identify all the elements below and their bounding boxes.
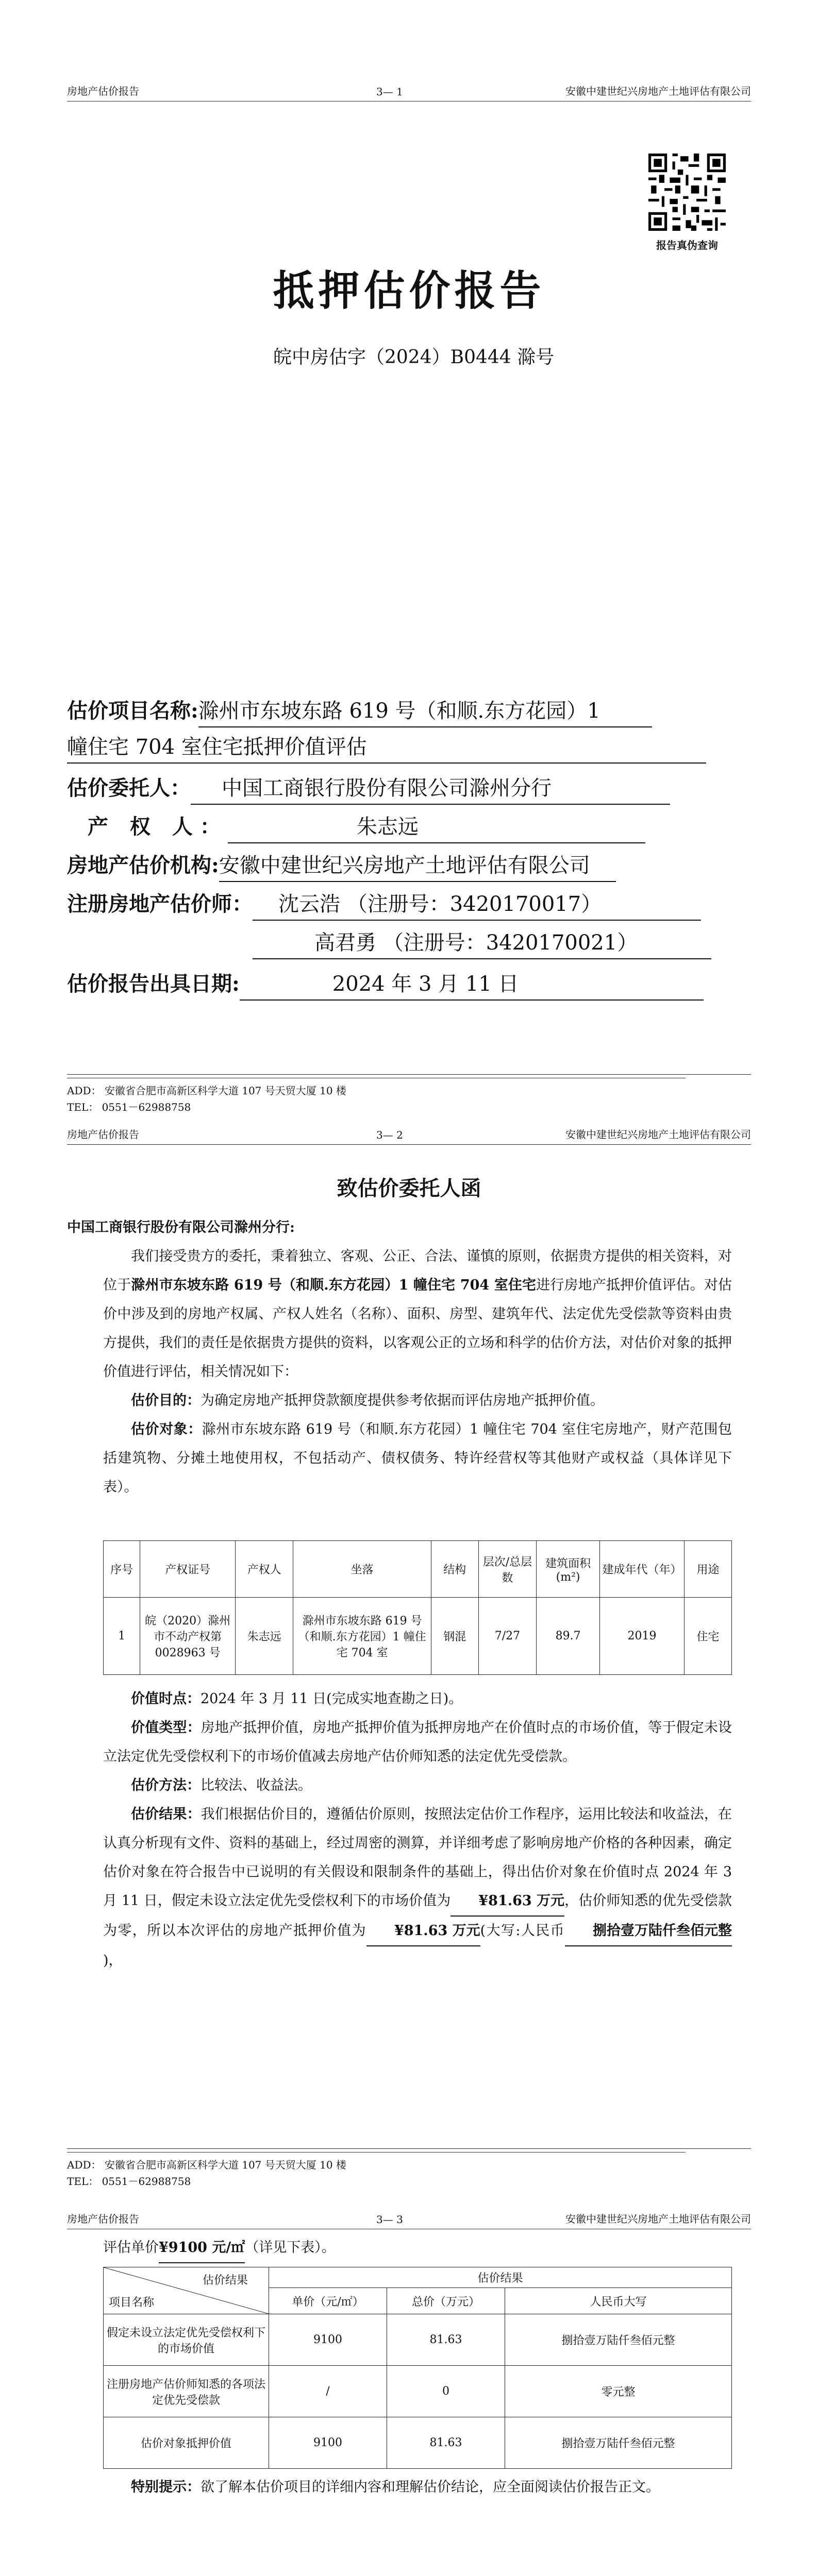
- table-cell: 朱志远: [235, 1598, 293, 1675]
- page-header: [67, 77, 751, 101]
- object-paragraph: 估价对象：滁州市东坡东路 619 号（和顺.东方花园）1 幢住宅 704 室住宅房地产，财产范围包括建筑物、分摊土地使用权，不包括动产、债权债务、特许经营权等其他财产或权益（具体详见下表）。: [103, 1421, 732, 1495]
- summary-table: [103, 2267, 732, 2469]
- purpose-paragraph: 估价目的：为确定房地产抵押贷款额度提供参考依据而评估房地产抵押价值。: [131, 1393, 604, 1409]
- row-words: 捌拾壹万陆仟叁佰元整: [505, 2314, 732, 2366]
- table-cell: 滁州市东坡东路 619 号（和顺.东方花园）1 幢住宅 704 室: [293, 1598, 431, 1675]
- header-right: 安徽中建世纪兴房地产土地评估有限公司: [565, 2213, 751, 2225]
- qr-code-icon[interactable]: [648, 154, 726, 231]
- table-row: [104, 2314, 732, 2366]
- table-cell: 皖（2020）滁州市不动产权第 0028963 号: [140, 1598, 236, 1675]
- footer-tel: TEL： 0551－62988758: [67, 1101, 191, 1113]
- row-words: 捌拾壹万陆仟叁佰元整: [505, 2417, 732, 2469]
- project-row-2: [67, 732, 706, 764]
- table-cell: 钢混: [431, 1598, 478, 1675]
- date-row: [67, 969, 704, 1001]
- corner-bottom: 项目名称: [109, 2296, 155, 2309]
- type-paragraph: 价值类型：房地产抵押价值，房地产抵押价值为抵押房地产在价值时点的市场价值，等于假定未设立法定优先受偿权利下的市场价值减去房地产估价师知悉的法定优先受偿款。: [103, 1720, 732, 1765]
- row-name: 注册房地产估价师知悉的各项法定优先受偿款: [104, 2366, 269, 2417]
- table-cell: 7/27: [478, 1598, 537, 1675]
- result-paragraph: 估价结果：我们根据估价目的，遵循估价原则，按照法定估价工作程序，运用比较法和收益法，在认真分析现有文件、资料的基础上，经过周密的测算，并详细考虑了影响房地产价格的各种因素，确定估价对象在符合报告中已说明的有关假设和限制条件的基础上，得出估价对象在价值时点 2024 年 3 月 11 日，假定未设立法定优先受偿权利下的市场价值为 ¥81.63 万元，估价师知悉的优先受偿款为零，所以本次评估的房地产抵押价值为 ¥81.63 万元(大写:人民币 捌拾壹万陆仟叁佰元整)，: [103, 1806, 732, 1969]
- letter-title: 致估价委托人函: [337, 1176, 481, 1200]
- owner-label: 产 权 人：: [88, 815, 228, 839]
- doc-number: 皖中房估字（2024）B0444 滁号: [273, 347, 555, 368]
- header-page-number: 3— 3: [376, 2213, 403, 2226]
- mortgage-value-words: 捌拾壹万陆仟叁佰元整: [565, 1917, 732, 1946]
- col-header: 建成年代（年）: [599, 1541, 684, 1598]
- col-header: 产权证号: [140, 1541, 236, 1598]
- col-header: 建筑面积(m²): [537, 1541, 600, 1598]
- page-header: [67, 2205, 751, 2229]
- agency-row: [67, 850, 616, 882]
- header-right: 安徽中建世纪兴房地产土地评估有限公司: [565, 85, 751, 97]
- appraiser-2: 高君勇 （注册号：3420170021）: [253, 927, 711, 959]
- project-row: [67, 696, 652, 727]
- table-row: [104, 2417, 732, 2469]
- col-header: 总价（万元）: [387, 2288, 505, 2314]
- header-page-number: 3— 1: [376, 86, 403, 98]
- date-value: 2024 年 3 月 11 日: [240, 969, 704, 1001]
- row-total: 81.63: [387, 2314, 505, 2366]
- method-paragraph: 估价方法：比较法、收益法。: [131, 1777, 312, 1793]
- header-page-number: 3— 2: [376, 1129, 403, 1141]
- project-value-2: 幢住宅 704 室住宅抵押价值评估: [67, 732, 706, 764]
- special-note: 特别提示：欲了解本估价项目的详细内容和理解估价结论，应全面阅读估价报告正文。: [131, 2479, 660, 2495]
- col-header: 用途: [685, 1541, 732, 1598]
- footer-address: ADD： 安徽省合肥市高新区科学大道 107 号天贸大厦 10 楼: [67, 2159, 346, 2171]
- time-paragraph: 价值时点：2024 年 3 月 11 日(完成实地查勘之日)。: [131, 1691, 463, 1707]
- page-footer: [67, 1074, 751, 1115]
- appraiser-label: 注册房地产估价师：: [67, 892, 253, 916]
- col-header: 序号: [104, 1541, 140, 1598]
- header-left: 房地产估价报告: [67, 2213, 139, 2225]
- project-label: 估价项目名称:: [67, 699, 198, 723]
- page-footer: [67, 2148, 751, 2190]
- unit-price-line: 评估单价¥9100 元/㎡（详见下表）。: [103, 2233, 732, 2263]
- market-value: ¥81.63 万元: [450, 1887, 564, 1917]
- header-left: 房地产估价报告: [67, 85, 139, 97]
- table-cell: 89.7: [537, 1598, 600, 1675]
- table-row: [104, 1598, 732, 1675]
- footer-address: ADD： 安徽省合肥市高新区科学大道 107 号天贸大厦 10 楼: [67, 1084, 346, 1097]
- letter-body-2: [103, 1685, 732, 1975]
- group-header: 估价结果: [269, 2267, 732, 2288]
- corner-cell: [104, 2267, 269, 2314]
- row-name: 假定未设立法定优先受偿权利下的市场价值: [104, 2314, 269, 2366]
- col-header: 层次/总层数: [478, 1541, 537, 1598]
- row-total: 81.63: [387, 2417, 505, 2469]
- agency-value: 安徽中建世纪兴房地产土地评估有限公司: [219, 850, 616, 882]
- col-header: 单价（元/㎡）: [269, 2288, 387, 2314]
- client-row: [67, 773, 670, 805]
- client-label: 估价委托人：: [67, 776, 191, 800]
- row-name: 估价对象抵押价值: [104, 2417, 269, 2469]
- table-cell: 住宅: [685, 1598, 732, 1675]
- row-words: 零元整: [505, 2366, 732, 2417]
- table-cell: 1: [104, 1598, 140, 1675]
- property-table: [103, 1540, 732, 1675]
- property-address: 滁州市东坡东路 619 号（和顺.东方花园）1 幢住宅 704 室住宅: [131, 1277, 537, 1293]
- col-header: 结构: [431, 1541, 478, 1598]
- owner-value: 朱志远: [228, 811, 645, 843]
- page-header: [67, 1121, 751, 1145]
- table-row: [104, 2366, 732, 2417]
- unit-price-value: ¥9100 元/㎡: [159, 2233, 245, 2263]
- row-unit: 9100: [269, 2314, 387, 2366]
- header-right: 安徽中建世纪兴房地产土地评估有限公司: [565, 1128, 751, 1141]
- col-header: 产权人: [235, 1541, 293, 1598]
- row-unit: 9100: [269, 2417, 387, 2469]
- col-header: 人民币大写: [505, 2288, 732, 2314]
- date-label: 估价报告出具日期:: [67, 972, 240, 996]
- appraiser-row: [67, 889, 701, 921]
- project-value-1: 滁州市东坡东路 619 号（和顺.东方花园）1: [198, 696, 652, 727]
- table-cell: 2019: [599, 1598, 684, 1675]
- intro-paragraph: 我们接受贵方的委托，秉着独立、客观、公正、合法、谨慎的原则，依据贵方提供的相关资料，对位于滁州市东坡东路 619 号（和顺.东方花园）1 幢住宅 704 室住宅进行房地产抵押价值评估。对估价中涉及到的房地产权属、产权人姓名（名称）、面积、房型、建筑年代、法定优先受偿款等资料由贵方提供，我们的责任是依据贵方提供的资料，以客观公正的立场和科学的估价方法，对估价对象的抵押价值进行评估，相关情况如下：: [103, 1248, 732, 1380]
- client-value: 中国工商银行股份有限公司滁州分行: [191, 773, 670, 805]
- owner-row: [67, 811, 645, 843]
- row-unit: /: [269, 2366, 387, 2417]
- header-left: 房地产估价报告: [67, 1128, 139, 1141]
- cover-title: 抵押估价报告: [273, 266, 545, 315]
- qr-label: 报告真伪查询: [656, 239, 718, 251]
- col-header: 坐落: [293, 1541, 431, 1598]
- letter-body: [67, 1213, 732, 1502]
- footer-tel: TEL： 0551－62988758: [67, 2175, 191, 2188]
- mortgage-value: ¥81.63 万元: [366, 1917, 480, 1946]
- row-total: 0: [387, 2366, 505, 2417]
- appraiser-1: 沈云浩 （注册号：3420170017）: [253, 889, 701, 921]
- salutation: 中国工商银行股份有限公司滁州分行:: [67, 1219, 295, 1235]
- appraiser-row-2: [67, 927, 711, 959]
- agency-label: 房地产估价机构:: [67, 853, 219, 877]
- corner-top: 估价结果: [202, 2274, 248, 2287]
